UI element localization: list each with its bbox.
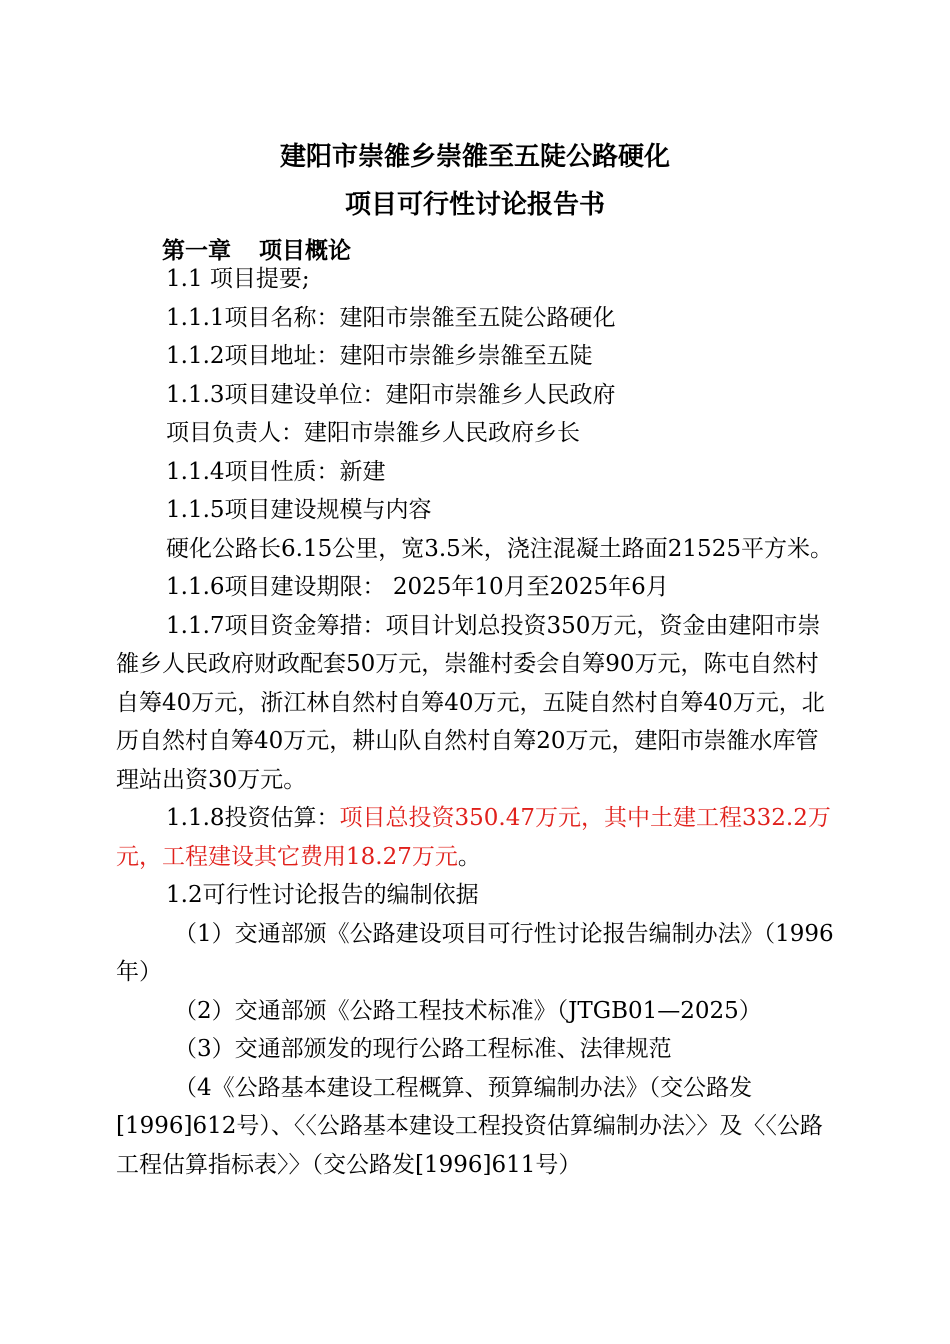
document-title-line2: 项目可行性讨论报告书 (344, 190, 605, 220)
investment-label: 1.1.8投资估算： (166, 805, 340, 831)
paragraph-basis-2: （2）交通部颁《公路工程技术标准》（JTGB01—2025） (174, 997, 762, 1024)
paragraph-investment-estimate (116, 799, 836, 876)
chapter-number: 第一章 (162, 238, 231, 264)
paragraph-project-name: 1.1.1项目名称：建阳市崇雒至五陡公路硬化 (166, 304, 616, 331)
paragraph-project-address: 1.1.2项目地址：建阳市崇雒乡崇雒至五陡 (166, 343, 593, 369)
paragraph-project-period: 1.1.6项目建设期限： 2025年10月至2025年6月 (166, 574, 669, 600)
paragraph-basis-1: （1）交通部颁《公路建设项目可行性讨论报告编制办法》（1996年） (116, 920, 834, 985)
document-body (116, 260, 836, 1184)
paragraph-basis-3: （3）交通部颁发的现行公路工程标准、法律规范 (174, 1036, 672, 1062)
investment-end: 。 (457, 843, 481, 870)
paragraph-funding: 1.1.7项目资金筹措：项目计划总投资350万元，资金由建阳市崇雒乡人民政府财政配套50万元，崇雒村委会自筹90万元，陈屯自然村自筹40万元，浙江林自然村自筹40万元，五陡自然村自筹40万元，北历自然村自筹40万元，耕山队自然村自筹20万元，建阳市崇雒水库管理站出资30万元。 (116, 612, 825, 793)
paragraph-scale-detail: 硬化公路长6.15公里，宽3.5米，浇注混凝土路面21525平方米。 (166, 535, 833, 562)
paragraph-project-nature: 1.1.4项目性质：新建 (166, 458, 386, 485)
paragraph-project-leader: 项目负责人：建阳市崇雒乡人民政府乡长 (166, 420, 580, 446)
document-title-line1: 建阳市崇雒乡崇雒至五陡公路硬化 (279, 142, 670, 172)
paragraph-project-unit: 1.1.3项目建设单位：建阳市崇雒乡人民政府 (166, 381, 616, 408)
paragraph-project-summary: 1.1 项目提要; (166, 266, 310, 292)
paragraph-project-scale: 1.1.5项目建设规模与内容 (166, 497, 432, 523)
paragraph-basis-4: （4《公路基本建设工程概算、预算编制办法》（交公路发[1996]612号）、〈〈公路基本建设工程投资估算编制办法〉〉及〈〈公路工程估算指标表〉〉（交公路发[1996]611号） (116, 1074, 823, 1178)
chapter-title: 项目概论 (259, 238, 351, 264)
investment-highlight: 项目总投资350.47万元，其中土建工程332.2万元，工程建设其它费用18.27万元 (116, 805, 831, 870)
paragraph-basis-heading: 1.2可行性讨论报告的编制依据 (166, 882, 479, 908)
